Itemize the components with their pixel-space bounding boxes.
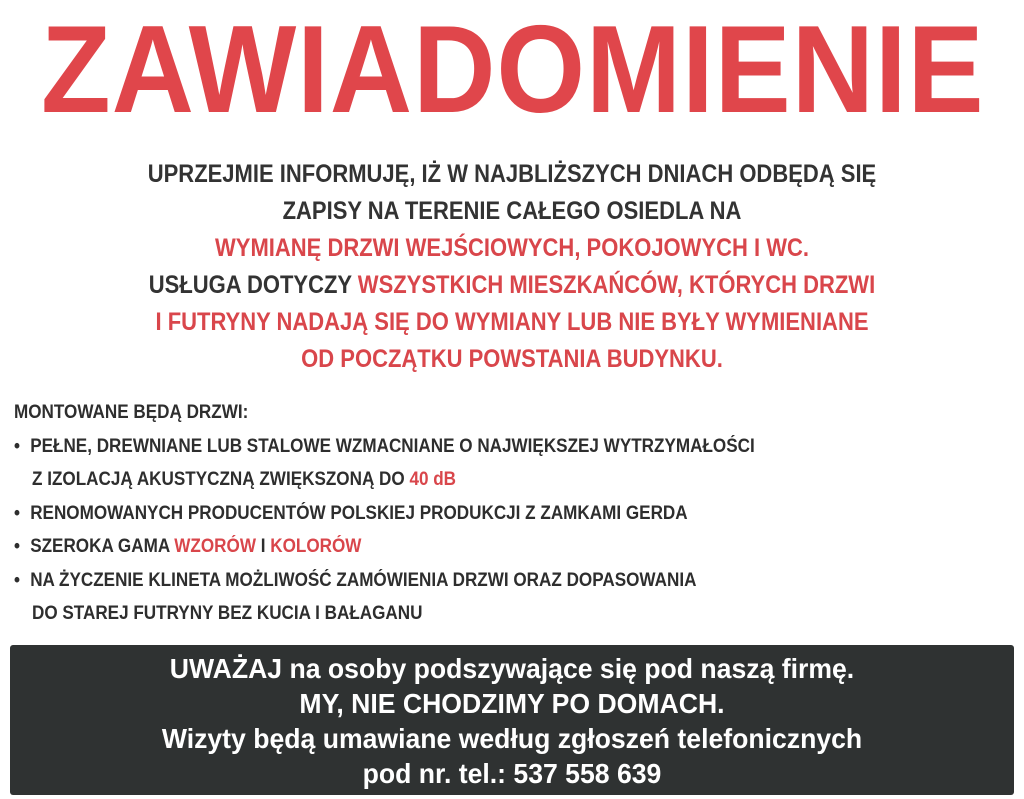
warning-line-1: UWAŻAJ na osoby podszywające się pod naszą firmę.: [169, 653, 855, 684]
feature-4-line-2: DO STAREJ FUTRYNY BEZ KUCIA I BAŁAGANU: [32, 603, 423, 624]
intro-line-2: ZAPISY NA TERENIE CAŁEGO OSIEDLA NA: [282, 197, 742, 225]
feature-1-line-1: PEŁNE, DREWNIANE LUB STALOWE WZMACNIANE O NAJWIĘKSZEJ WYTRZYMAŁOŚCI: [30, 435, 755, 457]
warning-line-3: Wizyty będą umawiane według zgłoszeń telefonicznych: [161, 723, 863, 754]
list-item-continuation: [14, 597, 914, 631]
bullet-icon: •: [14, 536, 20, 557]
list-item: [14, 430, 914, 464]
list-item-continuation: [14, 463, 914, 497]
intro-line-3: WYMIANĘ DRZWI WEJŚCIOWYCH, POKOJOWYCH I WC.: [215, 234, 809, 262]
bullet-icon: •: [14, 502, 20, 524]
bullet-icon: •: [14, 569, 20, 591]
feature-3-plain-1: SZEROKA GAMA: [30, 536, 175, 557]
intro-line-4: [61, 267, 962, 304]
intro-line-6: OD POCZĄTKU POWSTANIA BUDYNKU.: [301, 345, 723, 373]
feature-1-line-2: Z IZOLACJĄ AKUSTYCZNĄ ZWIĘKSZONĄ DO: [32, 469, 410, 490]
bullet-icon: •: [14, 435, 20, 457]
intro-section: [0, 156, 1024, 378]
list-item: [14, 497, 914, 531]
feature-3-plain-2: I: [255, 536, 271, 557]
feature-2: RENOMOWANYCH PRODUCENTÓW POLSKIEJ PRODUKCJI Z ZAMKAMI GERDA: [30, 502, 688, 524]
list-item: [14, 530, 914, 564]
features-heading: MONTOWANE BĘDĄ DRZWI:: [14, 402, 249, 423]
feature-4-line-1: NA ŻYCZENIE KLINETA MOŻLIWOŚĆ ZAMÓWIENIA DRZWI ORAZ DOPASOWANIA: [30, 569, 697, 591]
list-item: [14, 564, 914, 598]
intro-line-1: UPRZEJMIE INFORMUJĘ, IŻ W NAJBLIŻSZYCH DNIACH ODBĘDĄ SIĘ: [147, 160, 877, 188]
intro-line-5: I FUTRYNY NADAJĄ SIĘ DO WYMIANY LUB NIE BYŁY WYMIENIANE: [155, 308, 869, 336]
feature-1-highlight: 40 dB: [409, 469, 457, 490]
intro-line-4-highlight: WSZYSTKICH MIESZKAŃCÓW, KTÓRYCH DRZWI: [357, 271, 876, 299]
features-list: [14, 396, 1014, 631]
phone-number: pod nr. tel.: 537 558 639: [362, 758, 662, 789]
warning-line-2: MY, NIE CHODZIMY PO DOMACH.: [299, 688, 725, 719]
notice-title: ZAWIADOMIENIE: [40, 1, 985, 139]
feature-3-highlight-2: KOLORÓW: [270, 536, 362, 557]
warning-box: [10, 645, 1014, 795]
intro-line-4-plain: USŁUGA DOTYCZY: [148, 271, 358, 299]
feature-3-highlight-1: WZORÓW: [174, 536, 256, 557]
